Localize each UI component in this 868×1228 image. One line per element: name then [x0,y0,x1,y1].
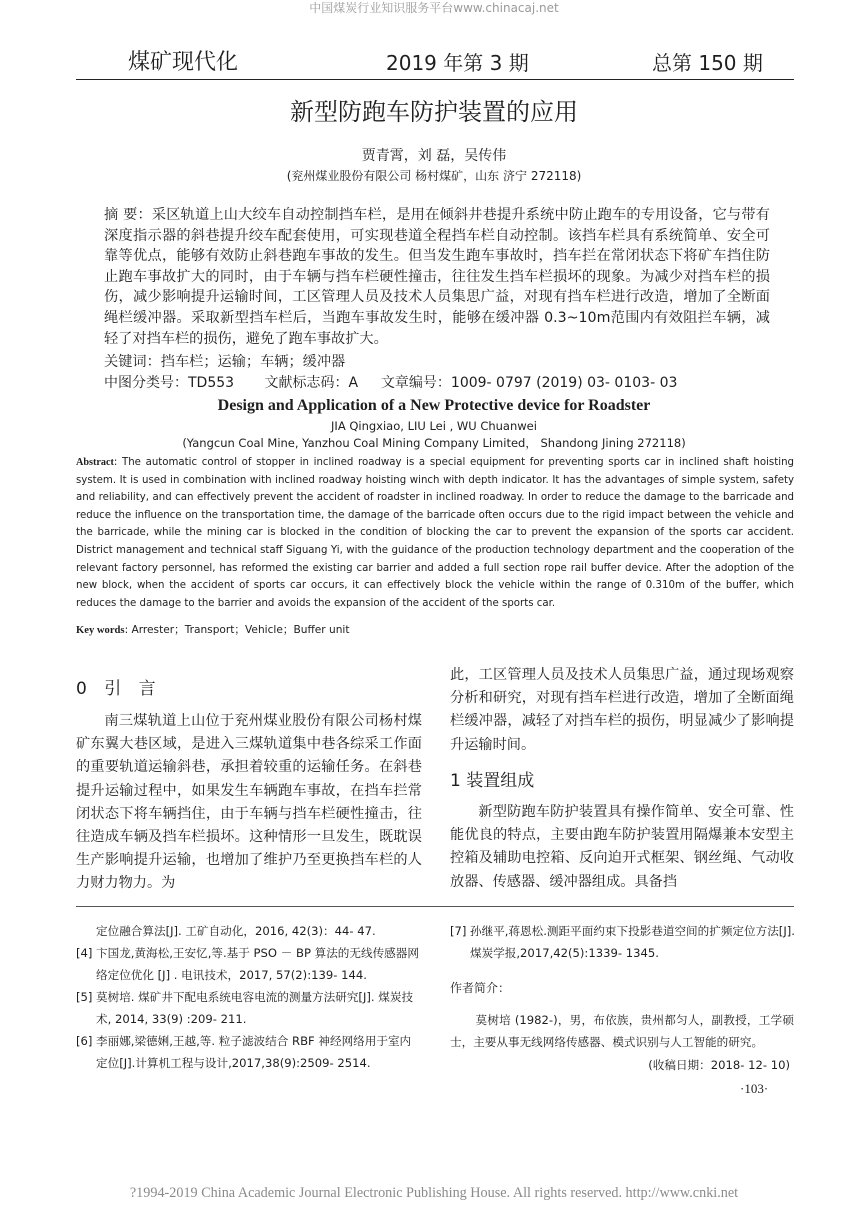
classification-row [104,373,677,393]
reference-item: [5] 莫树培. 煤矿井下配电系统电容电流的测量方法研究[J]. 煤炭技术, 2014, 33(9) :209- 211. [76,990,414,1026]
authors-cn: 贾青霄，刘 磊，吴传伟 [361,148,507,164]
journal-name: 煤矿现代化 [128,50,239,75]
watermark-text: 中国煤炭行业知识服务平台www.chinacaj.net [309,1,559,15]
reference-item: [7] 孙继平,蒋恩松.测距平面约束下投影巷道空间的扩频定位方法[J].煤炭学报,2017,42(5):1339- 1345. [450,924,795,960]
references-left [76,920,422,1074]
article-number: 文章编号：1009- 0797 (2019) 03- 0103- 03 [380,375,678,391]
clc-number: 中图分类号：TD553 [104,375,235,391]
total-issue-label: 总第 150 期 [652,51,763,75]
section-0-continued: 此，工区管理人员及技术人员集思广益，通过现场观察分析和研究，对现有挡车栏进行改造，增加了全断面绳栏缓冲器，减轻了对挡车栏的损伤，明显减少了影响提升运输时间。 [450,667,794,753]
reference-item: 定位融合算法[J]. 工矿自动化，2016, 42(3)：44- 47. [96,924,376,938]
paper-title-cn: 新型防跑车防护装置的应用 [290,98,578,126]
issue-label: 2019 年第 3 期 [386,51,529,75]
author-intro: 莫树培 (1982-)，男，布依族，贵州都匀人，副教授，工学硕士，主要从事无线网络传感器、模式识别与人工智能的研究。 [450,1013,794,1049]
author-intro-heading: 作者简介： [450,981,511,995]
publisher-footer: ?1994-2019 China Academic Journal Electronic Publishing House. All rights reserved. http://www.cnki.net [129,1185,739,1201]
section-0-heading: 0 引 言 [76,679,162,699]
affiliation-en: (Yangcun Coal Mine, Yanzhou Coal Mining Company Limited， Shandong Jining 272118) [182,436,686,450]
abstract-en [76,454,794,612]
page-number: ·103· [740,1081,769,1096]
keywords-en [76,622,350,639]
abstract-en-label: Abstract [76,457,114,468]
received-date: (收稿日期：2018- 12- 10) [648,1058,790,1072]
document-code: 文献标志码：A [264,375,359,391]
abstract-cn: 摘 要：采区轨道上山大绞车自动控制挡车栏，是用在倾斜井巷提升系统中防止跑车的专用设备，它与带有深度指示器的斜巷提升绞车配套使用，可实现巷道全程挡车栏自动控制。该挡车栏具有系统简单、安全可靠等优点，能够有效防止斜巷跑车事故的发生。但当发生跑车事故时，挡车拦在常闭状态下将矿车挡住防止跑车事故扩大的同时，由于车辆与挡车栏硬性撞击，往往发生挡车栏损坏的现象。为减少对挡车栏的损伤，减少影响提升运输时间，工区管理人员及技术人员集思广益，对现有挡车栏进行改造，增加了全断面绳栏缓冲器。采取新型挡车栏后，当跑车事故发生时，能够在缓冲器 0.3~10m范围内有效阻拦车辆，减轻了对挡车栏的损伤，避免了跑车事故扩大。 [104,207,770,347]
keywords-cn: 关键词：挡车栏；运输；车辆；缓冲器 [104,354,346,370]
paper-title-en: Design and Application of a New Protective device for Roadster [217,397,651,414]
references-divider [76,906,794,907]
abstract-en-text: : The automatic control of stopper in inclined roadway is a special equipment for preventing sports car in inclined shaft hoisting system. It is used in combination with inclined roadway hoisting winch with depth indicator. It has the advantages of simple system, safety and reliability, and can effectively prevent the accident of roadster in inclined roadway. In order to reduce the damage to the barricade and reduce the influence on the transportation time, the damage of the barricade often occurs due to the rigid impact between the vehicle and the barricade, while the mining car is blocked in the condition of blocking the car to prevent the expansion of the sports car accident. District management and technical staff Siguang Yi, with the guidance of the production technology department and the cooperation of the relevant factory personnel, has reformed the existing car barrier and added a full section rope rail buffer device. After the adoption of the new block, when the accident of sports car occurs, it can effectively block the vehicle within the range of 0.310m of the buffer, which reduces the damage to the barrier and avoids the expansion of the accident of the sports car. [76,457,794,609]
reference-item: [4] 卞国龙,黄海松,王安忆,等.基于 PSO － BP 算法的无线传感器网络定位优化 [J] . 电讯技术，2017, 57(2):139- 144. [76,946,419,982]
header-divider [76,79,794,80]
keywords-en-text: : Arrester；Transport；Vehicle；Buffer unit [124,624,350,636]
keywords-en-label: Key words [76,625,125,636]
section-1-body: 新型防跑车防护装置具有操作简单、安全可靠、性能优良的特点，主要由跑车防护装置用隔爆兼本安型主控箱及辅助电控箱、反向迫开式框架、钢丝绳、气动收放器、传感器、缓冲器组成。具备挡 [450,804,794,890]
section-0-body: 南三煤轨道上山位于兖州煤业股份有限公司杨村煤矿东翼大巷区域，是进入三煤轨道集中巷各综采工作面的重要轨道运输斜巷，承担着较重的运输任务。在斜巷提升运输过程中，如果发生车辆跑车事故，在挡车拦常闭状态下将车辆挡住，由于车辆与挡车栏硬性撞击，往往造成车辆及挡车栏损坏。这种情形一旦发生，既耽误生产影响提升运输，也增加了维护乃至更换挡车栏的人力财力物力。为 [76,713,422,892]
references-right [450,920,796,964]
reference-item: [6] 李丽娜,梁德娳,王越,等. 粒子滤波结合 RBF 神经网络用于室内定位[J].计算机工程与设计,2017,38(9):2509- 2514. [76,1034,412,1070]
section-1-heading: 1 装置组成 [450,771,535,791]
affiliation-cn: (兖州煤业股份有限公司 杨村煤矿，山东 济宁 272118) [286,169,582,183]
authors-en: JIA Qingxiao, LIU Lei , WU Chuanwei [331,419,537,433]
